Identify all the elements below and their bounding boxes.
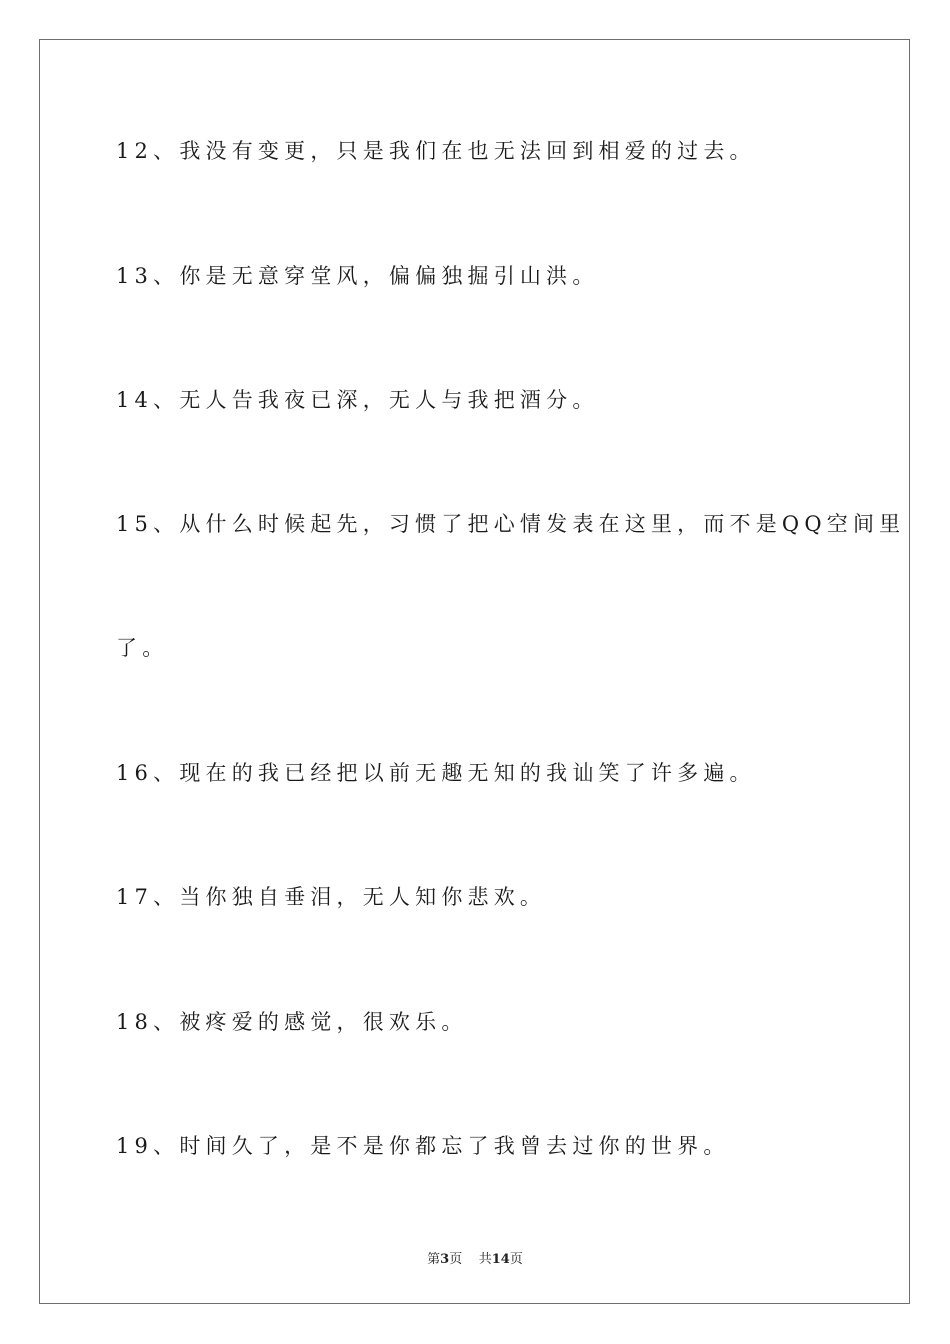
text-line-16: 16、现在的我已经把以前无趣无知的我讪笑了许多遍。 <box>116 761 756 785</box>
text-line-14: 14、无人告我夜已深，无人与我把酒分。 <box>116 388 599 412</box>
text-line-13: 13、你是无意穿堂风，偏偏独掘引山洪。 <box>116 264 599 288</box>
text-line-19: 19、时间久了，是不是你都忘了我曾去过你的世界。 <box>116 1134 730 1158</box>
text-line-15-continued: 了。 <box>116 636 169 660</box>
text-line-17: 17、当你独自垂泪，无人知你悲欢。 <box>116 885 547 909</box>
text-line-18: 18、被疼爱的感觉，很欢乐。 <box>116 1010 468 1034</box>
page-frame <box>39 39 910 1304</box>
total-pages: 14 <box>491 1252 510 1267</box>
total-prefix: 共 <box>478 1252 492 1267</box>
text-line-15: 15、从什么时候起先，习惯了把心情发表在这里，而不是QQ空间里 <box>116 512 906 536</box>
total-suffix: 页 <box>509 1252 523 1267</box>
page-number: 3 <box>440 1252 450 1267</box>
page-prefix: 第 <box>427 1252 441 1267</box>
page-suffix: 页 <box>449 1252 463 1267</box>
text-line-12: 12、我没有变更，只是我们在也无法回到相爱的过去。 <box>116 139 756 163</box>
page-footer <box>0 1248 950 1267</box>
